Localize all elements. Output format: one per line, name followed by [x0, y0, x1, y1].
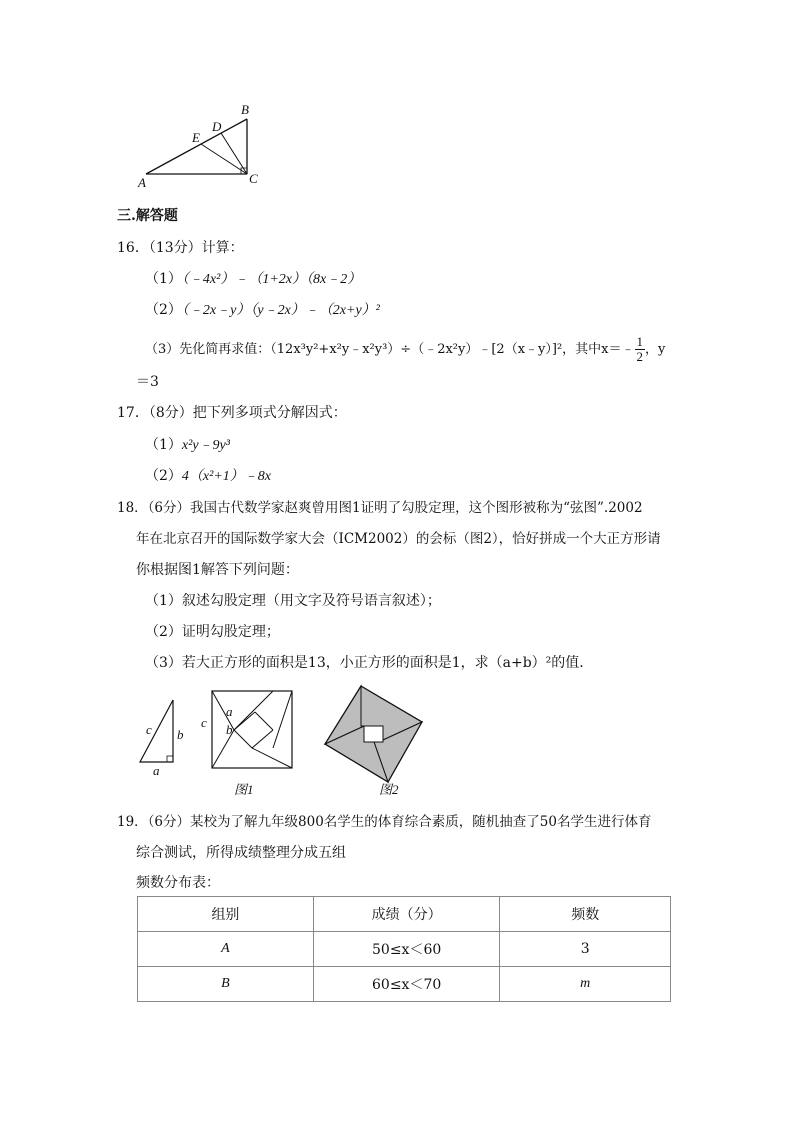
q16-part2-expr: （﹣2x﹣y）（y﹣2x）﹣（2x+y）²	[181, 303, 380, 318]
q19-line1	[117, 812, 651, 832]
table-cell: 50≤x＜60	[313, 932, 500, 967]
fraction-denominator: 2	[636, 349, 643, 364]
table-header-cell: 组别	[138, 897, 314, 932]
figure1-label-c: c	[201, 715, 207, 730]
q19-line2: 综合测试，所得成绩整理分成五组	[136, 845, 346, 861]
figure-2-icm-logo	[325, 686, 422, 797]
q16-part3	[145, 335, 665, 364]
right-triangle-figure	[140, 700, 184, 778]
figure-2-caption: 图2	[379, 782, 399, 797]
q16-part1	[145, 269, 361, 290]
vertex-label-e: E	[192, 130, 200, 145]
table-cell: A	[138, 932, 314, 967]
table-header-row	[138, 897, 671, 932]
vertex-label-b: B	[241, 102, 249, 117]
q17-part2-label: （2）	[145, 468, 182, 484]
q19-table-title: 频数分布表：	[136, 875, 220, 891]
table-row	[138, 932, 671, 967]
table-cell: m	[500, 967, 671, 1002]
q16-part3-label: （3）	[145, 342, 180, 357]
triangle-figure	[130, 100, 270, 195]
q16-stem	[117, 238, 244, 258]
q17-part1	[145, 435, 230, 456]
q18-part2: （2）证明勾股定理；	[145, 624, 280, 640]
q17-part2-expr: 4（x²+1）﹣8x	[181, 469, 271, 484]
q18-number: 18．	[117, 500, 148, 516]
frequency-table	[137, 896, 671, 1002]
q16-part2	[145, 300, 380, 321]
q19-number: 19．	[117, 814, 148, 830]
q16-stem-text: （13分）计算：	[148, 240, 244, 256]
q16-part3-text-tail: ，y	[645, 342, 666, 357]
triangle-label-c: c	[146, 722, 152, 737]
figure1-label-b: b	[226, 722, 233, 737]
table-header-cell: 成绩（分）	[313, 897, 500, 932]
q17-part2	[145, 466, 271, 487]
q19-line1-text: （6分）某校为了解九年级800名学生的体育综合素质，随机抽查了50名学生进行体育	[147, 814, 652, 830]
q17-part1-expr: x²y﹣9y³	[181, 438, 230, 453]
figure-1-caption: 图1	[234, 782, 254, 797]
q18-line2: 年在北京召开的国际数学家大会（ICM2002）的会标（图2），恰好拼成一个大正方形请	[136, 531, 661, 547]
q16-part3-text: 先化简再求值：（12x³y²+x²y﹣x²y³）÷（﹣2x²y）﹣[2（x﹣y）]²，其中x＝﹣	[179, 342, 635, 357]
q16-part2-label: （2）	[145, 302, 182, 318]
triangle-label-a: a	[153, 763, 160, 778]
q16-part3-fraction	[635, 335, 646, 364]
q17-number: 17．	[117, 405, 149, 421]
q16-part3-continuation: ＝3	[136, 374, 159, 390]
q16-part1-label: （1）	[145, 271, 182, 287]
vertex-label-d: D	[212, 119, 222, 134]
table-row	[138, 967, 671, 1002]
triangle-label-b: b	[177, 727, 184, 742]
pythagoras-figures	[130, 682, 440, 802]
q17-part1-label: （1）	[145, 437, 182, 453]
q16-number: 16．	[117, 240, 149, 256]
q18-line1	[117, 498, 643, 518]
q18-part3: （3）若大正方形的面积是13，小正方形的面积是1，求（a+b）²的值.	[145, 655, 584, 671]
vertex-label-c: C	[249, 171, 258, 186]
section-title: 三.解答题	[117, 208, 178, 224]
q17-stem	[117, 403, 347, 423]
table-cell: 60≤x＜70	[313, 967, 500, 1002]
figure1-label-a: a	[226, 704, 233, 719]
q17-stem-text: （8分）把下列多项式分解因式：	[148, 405, 347, 421]
table-cell: 3	[500, 932, 671, 967]
figure-1-chord-diagram	[201, 691, 292, 797]
table-cell: B	[138, 967, 314, 1002]
table-header-cell: 频数	[500, 897, 671, 932]
q16-part1-expr: （﹣4x²）﹣（1+2x）（8x﹣2）	[181, 272, 362, 287]
q18-line3: 你根据图1解答下列问题：	[136, 562, 299, 578]
q18-line1-text: （6分）我国古代数学家赵爽曾用图1证明了勾股定理，这个图形被称为“弦图”.2002	[147, 500, 643, 516]
vertex-label-a: A	[138, 175, 146, 190]
fraction-numerator: 1	[636, 334, 643, 349]
q18-part1: （1）叙述勾股定理（用文字及符号语言叙述）；	[145, 593, 441, 609]
